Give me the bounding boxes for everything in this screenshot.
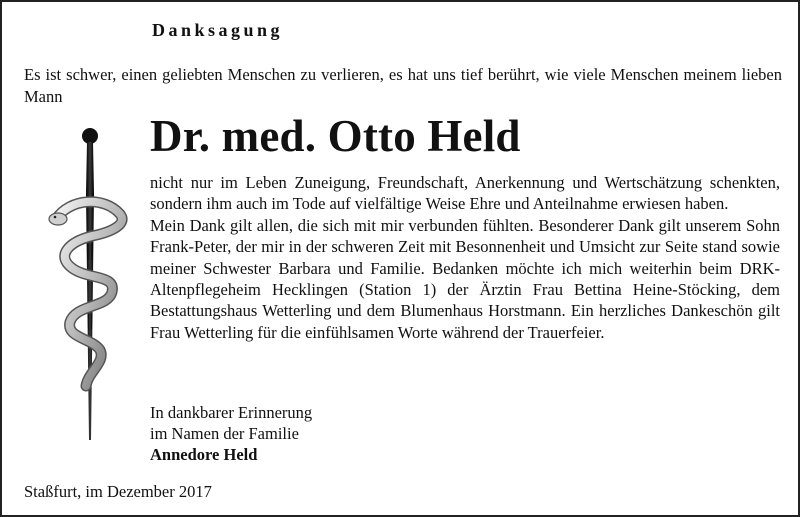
closing-line: im Namen der Familie: [150, 424, 299, 443]
body-paragraph: Mein Dank gilt allen, die sich mit mir verbunden fühlten. Besonderer Dank gilt unserem Sohn Frank-Peter, der mir in der schweren Zeit mit Besonnenheit und Umsicht zur Seite stand sowie meiner Schwester Barbara und Familie. Bedanken möchte ich mich weiterhin beim DRK-Altenpflegeheim Hecklingen (Station 1) der Ärztin Frau Bettina Heine-Stöcking, dem Bestattungshaus Wetterling und dem Blumenhaus Horstmann. Ein herzliches Dankeschön gilt Frau Wetterling für die einfühlsamen Worte während der Trauerfeier.: [150, 215, 780, 342]
intro-text: Es ist schwer, einen geliebten Menschen zu verlieren, es hat uns tief berührt, wie viele Menschen meinem lieben Mann: [24, 65, 782, 106]
thanks-body: [150, 172, 780, 343]
rod-of-asclepius-icon: [42, 124, 142, 444]
body-paragraph: nicht nur im Leben Zuneigung, Freundschaft, Anerkennung und Wertschätzung schenkten, sondern ihm auch im Tode auf vielfältige Weise Ehre und Anteilnahme erwiesen haben.: [150, 173, 780, 214]
closing-block: [150, 402, 312, 465]
signer-name: Annedore Held: [150, 445, 258, 464]
notice-heading: Danksagung: [152, 20, 284, 40]
closing-line: In dankbarer Erinnerung: [150, 403, 313, 422]
place-and-date: Staßfurt, im Dezember 2017: [24, 482, 212, 501]
deceased-name: Dr. med. Otto Held: [150, 111, 521, 161]
